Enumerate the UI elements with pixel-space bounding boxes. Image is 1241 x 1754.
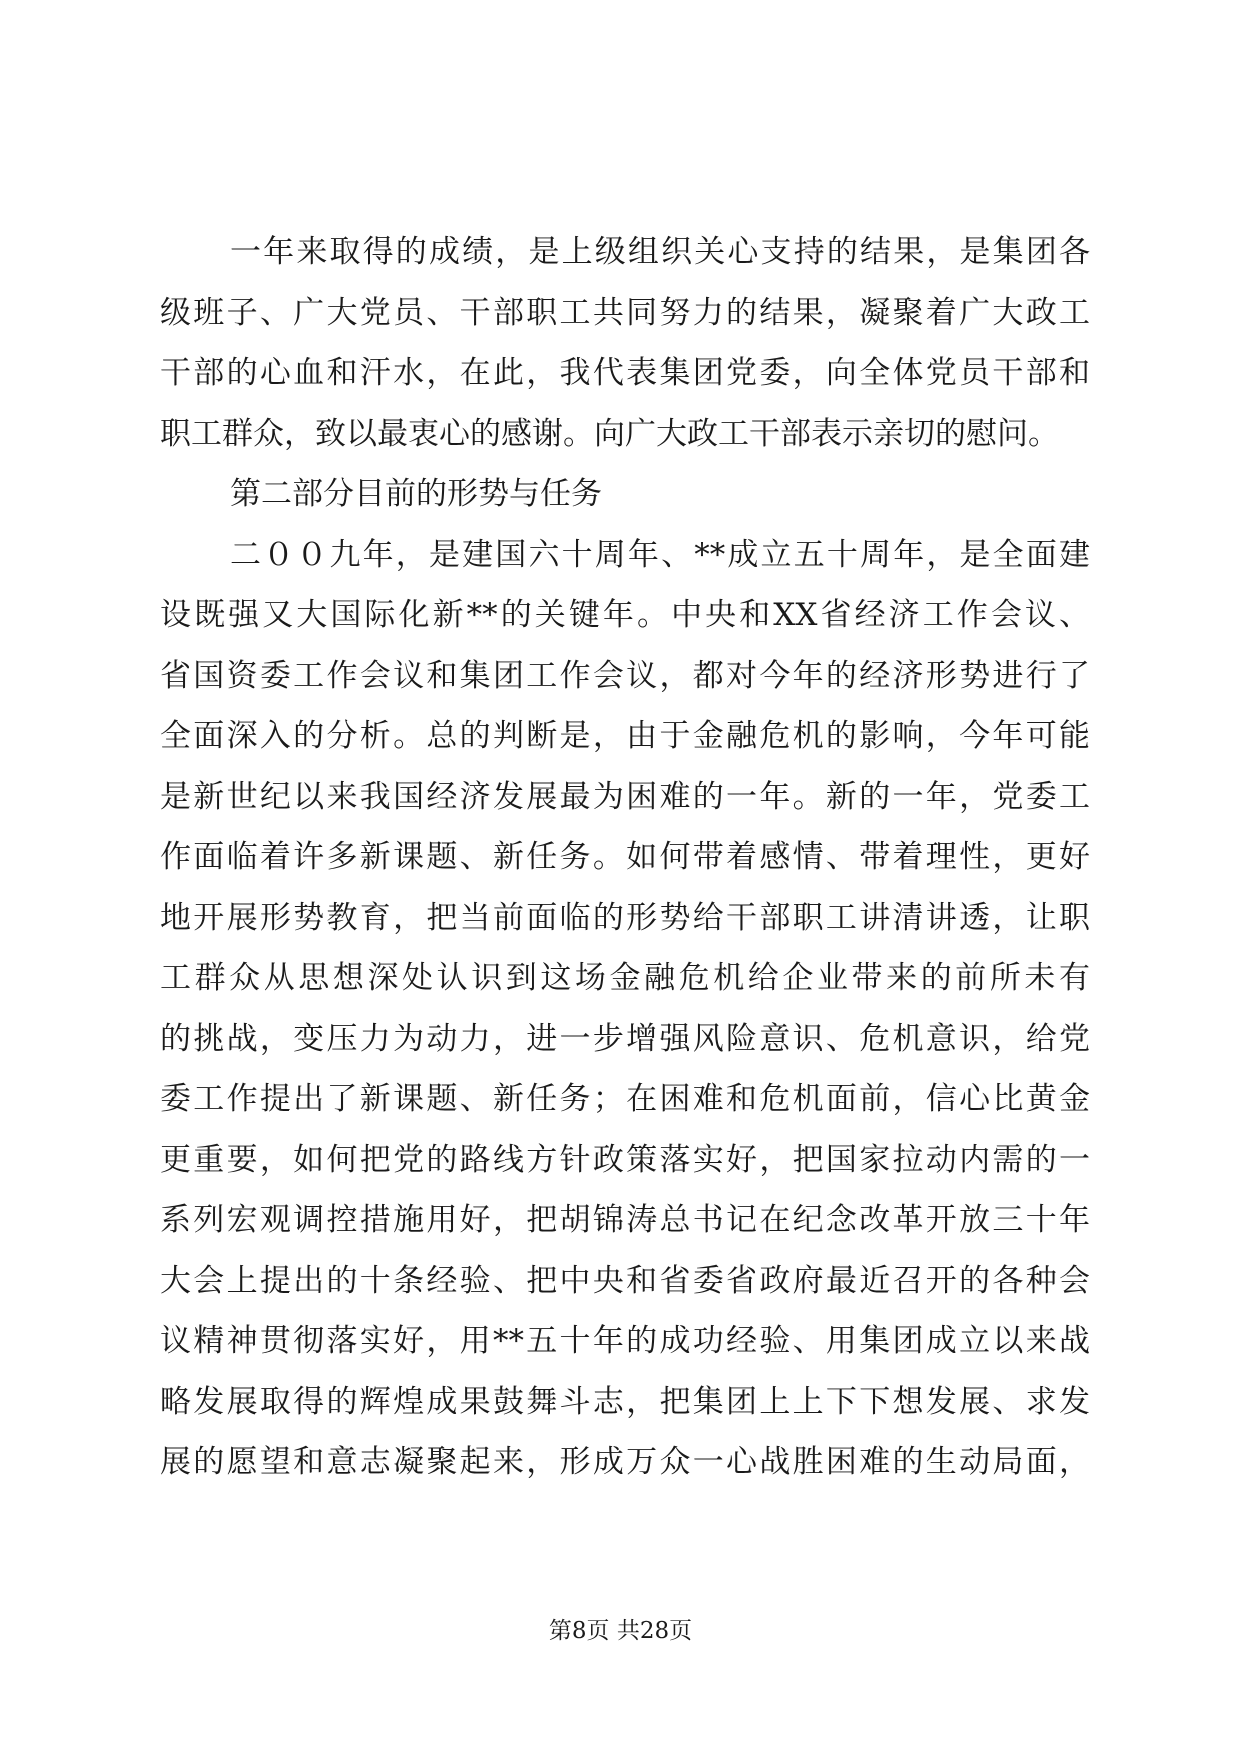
paragraph-3-line-4: 全面深入的分析。总的判断是，由于金融危机的影响，今年可能 <box>160 718 1090 754</box>
paragraph-3-line-14: 议精神贯彻落实好，用**五十年的成功经验、用集团成立以来战 <box>160 1323 1090 1359</box>
paragraph-3-line-1: 二００九年，是建国六十周年、**成立五十周年，是全面建 <box>230 536 1090 573</box>
paragraph-3-line-10: 委工作提出了新课题、新任务；在困难和危机面前，信心比黄金 <box>160 1081 1090 1117</box>
paragraph-1-line-1: 一年来取得的成绩，是上级组织关心支持的结果，是集团各 <box>230 234 1090 270</box>
paragraph-3-line-16: 展的愿望和意志凝聚起来，形成万众一心战胜困难的生动局面， <box>160 1444 1090 1480</box>
paragraph-3-line-5: 是新世纪以来我国经济发展最为困难的一年。新的一年，党委工 <box>160 778 1090 815</box>
paragraph-3-line-13: 大会上提出的十条经验、把中央和省委省政府最近召开的各种会 <box>160 1262 1090 1299</box>
document-body <box>160 222 1090 1493</box>
paragraph-1-line-2: 级班子、广大党员、干部职工共同努力的结果，凝聚着广大政工 <box>160 294 1090 331</box>
paragraph-3-line-7: 地开展形势教育，把当前面临的形势给干部职工讲清讲透，让职 <box>160 899 1090 936</box>
paragraph-3-line-15: 略发展取得的辉煌成果鼓舞斗志，把集团上上下下想发展、求发 <box>160 1383 1090 1420</box>
paragraph-3-line-6: 作面临着许多新课题、新任务。如何带着感情、带着理性，更好 <box>160 839 1090 875</box>
paragraph-3-line-3: 省国资委工作会议和集团工作会议，都对今年的经济形势进行了 <box>160 657 1090 694</box>
section-heading: 第二部分目前的形势与任务 <box>230 476 602 512</box>
paragraph-3-line-11: 更重要，如何把党的路线方针政策落实好，把国家拉动内需的一 <box>160 1141 1090 1178</box>
paragraph-3-line-12: 系列宏观调控措施用好，把胡锦涛总书记在纪念改革开放三十年 <box>160 1202 1090 1238</box>
paragraph-3-line-9: 的挑战，变压力为动力，进一步增强风险意识、危机意识，给党 <box>160 1020 1090 1057</box>
paragraph-3-line-8: 工群众从思想深处认识到这场金融危机给企业带来的前所未有 <box>160 960 1090 996</box>
paragraph-1-line-4: 职工群众，致以最衷心的感谢。向广大政工干部表示亲切的慰问。 <box>160 415 1059 452</box>
paragraph-3-line-2: 设既强又大国际化新**的关键年。中央和XX省经济工作会议、 <box>160 597 1090 633</box>
paragraph-1-line-3: 干部的心血和汗水，在此，我代表集团党委，向全体党员干部和 <box>160 355 1090 391</box>
page-number-footer: 第8页 共28页 <box>548 1618 693 1644</box>
